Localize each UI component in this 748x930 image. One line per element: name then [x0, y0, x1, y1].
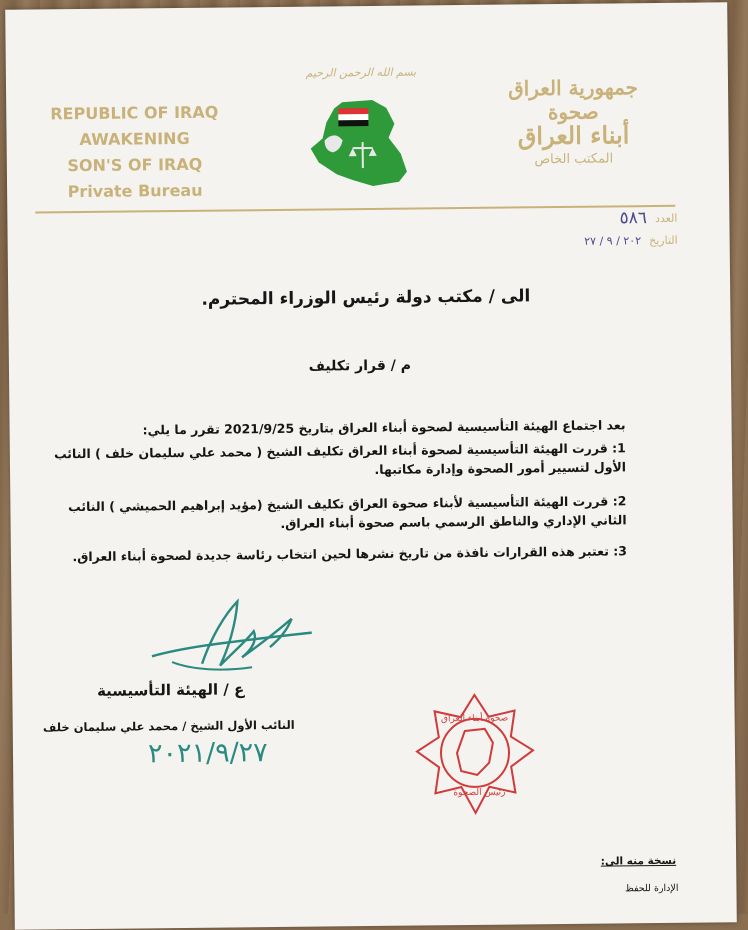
recipient-line: الى / مكتب دولة رئيس الوزراء المحترم. [201, 286, 530, 309]
reference-date-value: ٢٠٢ / ٩ / ٢٧ [584, 234, 641, 248]
stamp-top-text: صحوة أبناء العراق [441, 712, 508, 725]
handwritten-signature-icon [141, 595, 322, 687]
reference-number-label: العدد [655, 211, 678, 224]
letterhead-ar-line-3: أبناء العراق [488, 123, 658, 149]
letter-intro: بعد اجتماع الهيئة التأسيسية لصحوة أبناء العراق بتاريخ 2021/9/25 تقرر ما يلي: [142, 417, 625, 437]
letterhead-en-line-3: SON'S OF IRAQ [35, 151, 235, 179]
basmala: بسم الله الرحمن الرحيم [291, 65, 431, 79]
reference-number-value: ٥٨٦ [620, 208, 648, 228]
letterhead-ar-line-2: صحوة [488, 99, 658, 125]
letterhead-en-line-2: AWAKENING [34, 125, 234, 153]
letterhead-en-line-4: Private Bureau [35, 177, 235, 205]
signatory-name: النائب الأول الشيخ / محمد علي سليمان خلف [43, 718, 295, 735]
letterhead-ar-line-1: جمهورية العراق [488, 75, 658, 101]
copies-to-label: نسخة منه الى: [601, 855, 677, 868]
official-star-stamp-icon [414, 690, 535, 819]
letter-sheet [5, 2, 737, 930]
decision-item-1: 1: قررت الهيئة التأسيسية لصحوة أبناء العراق تكليف الشيخ ( محمد علي سليمان خلف ) النائب الأول لتسيير أمور الصحوة وإدارة مكاتبها. [36, 438, 626, 482]
iraq-map-emblem-icon [302, 98, 413, 189]
english-letterhead [34, 99, 235, 205]
decision-item-2: 2: قررت الهيئة التأسيسية لأبناء صحوة العراق تكليف الشيخ (مؤيد إبراهيم الحميشي ) النائب الثاني الإداري والناطق الرسمي باسم صحوة أبناء العراق. [36, 491, 626, 535]
arabic-letterhead [488, 75, 659, 173]
reference-date-label: التاريخ [649, 233, 678, 246]
decision-item-3: 3: تعتبر هذه القرارات نافذة من تاريخ نشرها لحين انتخاب رئاسة جديدة لصحوة أبناء العراق. [37, 541, 627, 566]
reference-block [547, 207, 677, 252]
subject-line: م / قرار تكليف [309, 358, 411, 375]
letterhead-en-line-1: REPUBLIC OF IRAQ [34, 99, 234, 127]
stamp-bottom-text: رئيس الصحوة [453, 788, 505, 799]
letterhead-ar-line-4: المكتب الخاص [489, 147, 659, 173]
signatory-organization: ع / الهيئة التأسيسية [97, 680, 244, 700]
handwritten-date: ٢٠٢١/٩/٢٧ [148, 737, 268, 769]
archive-line: الإدارة للحفظ [625, 883, 679, 895]
